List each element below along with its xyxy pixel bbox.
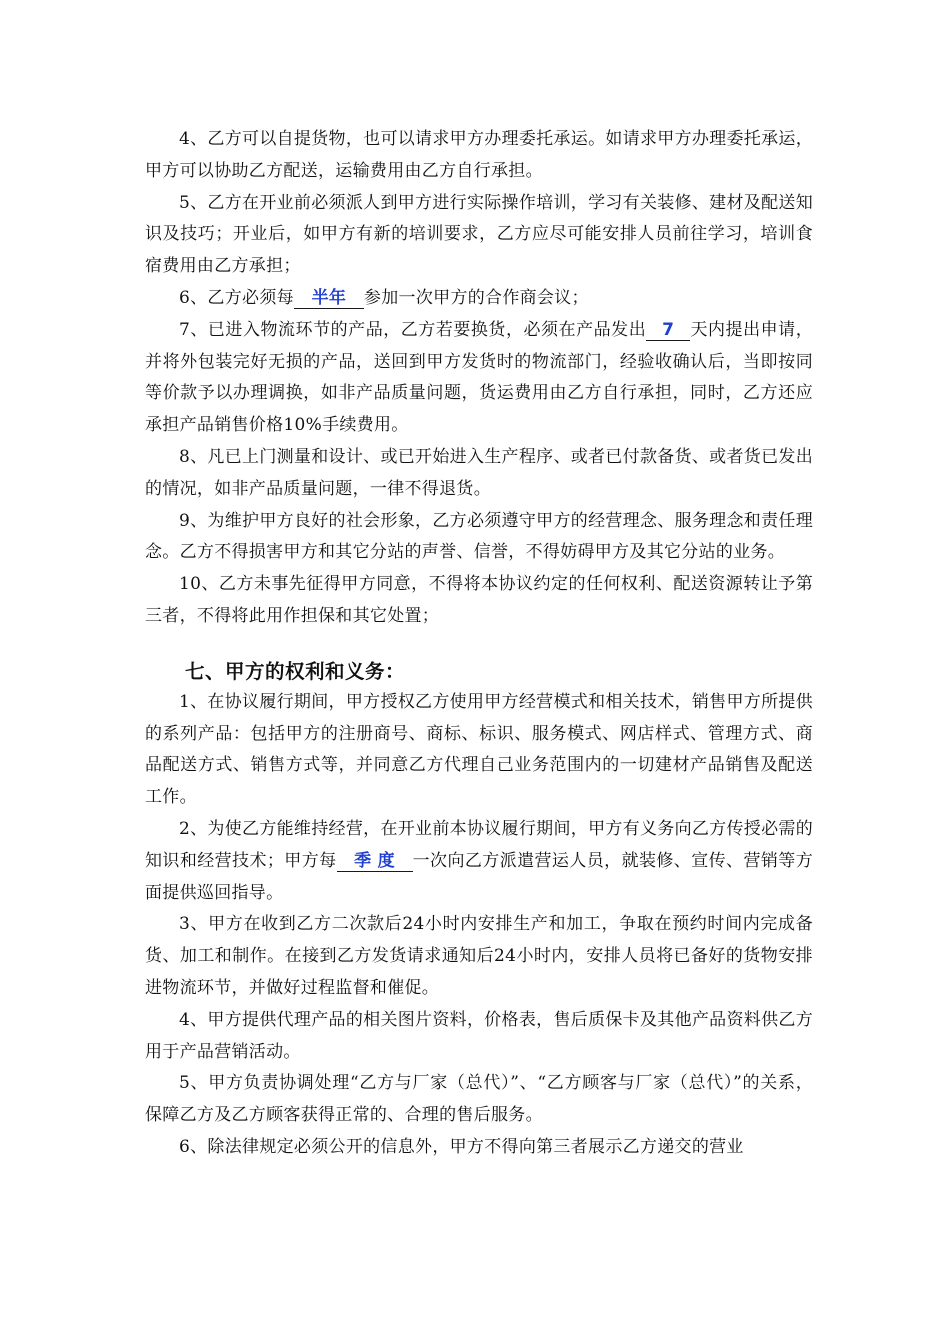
clause-6-9: 9、为维护甲方良好的社会形象，乙方必须遵守甲方的经营理念、服务理念和责任理念。乙方不得损害甲方和其它分站的声誉、信誉，不得妨碍甲方及其它分站的业务。 bbox=[145, 510, 813, 563]
clause-7-5: 5、甲方负责协调处理“乙方与厂家（总代）”、“乙方顾客与厂家（总代）”的关系，保障乙方及乙方顾客获得正常的、合理的售后服务。 bbox=[145, 1073, 813, 1126]
clause-6-7-text-start: 7、已进入物流环节的产品，乙方若要换货，必须在产品发出 bbox=[179, 319, 647, 340]
meeting-frequency-blank: 半年 bbox=[294, 288, 364, 309]
clause-6-7-text-end: 天内提出申请，并将外包装完好无损的产品，送回到甲方发货时的物流部门，经验收确认后，当即按同等价款予以办理调换，如非产品质量问题，货运费用由乙方自行承担，同时，乙方还应承担产品销售价格10%手续费用。 bbox=[145, 319, 813, 436]
clause-6-6 bbox=[145, 283, 813, 315]
clause-6-7 bbox=[145, 315, 813, 442]
clause-7-4: 4、甲方提供代理产品的相关图片资料，价格表，售后质保卡及其他产品资料供乙方用于产品营销活动。 bbox=[145, 1009, 813, 1062]
clause-6-6-text-end: 参加一次甲方的合作商会议； bbox=[363, 287, 589, 308]
clause-6-8: 8、凡已上门测量和设计、或已开始进入生产程序、或者已付款备货、或者货已发出的情况，如非产品质量问题，一律不得退货。 bbox=[145, 446, 813, 499]
clause-7-2-text-start: 2、为使乙方能维持经营，在开业前本协议履行期间，甲方有义务向乙方传授必需的知识和经营技术；甲方每 bbox=[145, 818, 813, 871]
clause-7-2 bbox=[145, 814, 813, 909]
clause-6-4: 4、乙方可以自提货物，也可以请求甲方办理委托承运。如请求甲方办理委托承运，甲方可以协助乙方配送，运输费用由乙方自行承担。 bbox=[145, 129, 813, 181]
clause-7-3: 3、甲方在收到乙方二次款后24小时内安排生产和加工，争取在预约时间内完成备货、加工和制作。在接到乙方发货请求通知后24小时内，安排人员将已备好的货物安排进物流环节，并做好过程监督和催促。 bbox=[145, 914, 813, 998]
clause-7-6: 6、除法律规定必须公开的信息外，甲方不得向第三者展示乙方递交的营业 bbox=[179, 1136, 744, 1157]
clause-6-10: 10、乙方未事先征得甲方同意，不得将本协议约定的任何权利、配送资源转让予第三者，不得将此用作担保和其它处置； bbox=[145, 574, 813, 626]
clause-7-2-text-end: 一次向乙方派遣营运人员，就装修、宣传、营销等方面提供巡回指导。 bbox=[145, 850, 813, 903]
section-gap bbox=[145, 633, 813, 657]
section-7-heading: 七、甲方的权利和义务： bbox=[185, 659, 406, 683]
clause-6-5: 5、乙方在开业前必须派人到甲方进行实际操作培训，学习有关装修、建材及配送知识及技巧；开业后，如甲方有新的培训要求，乙方应尽可能安排人员前往学习，培训食宿费用由乙方承担； bbox=[145, 192, 813, 277]
exchange-days-blank: 7 bbox=[646, 320, 690, 341]
document-body bbox=[145, 124, 813, 1164]
guidance-frequency-blank: 季 度 bbox=[337, 851, 413, 872]
clause-6-6-text-start: 6、乙方必须每 bbox=[179, 287, 294, 308]
clause-7-1: 1、在协议履行期间，甲方授权乙方使用甲方经营模式和相关技术，销售甲方所提供的系列产品：包括甲方的注册商号、商标、标识、服务模式、网店样式、管理方式、商品配送方式、销售方式等，并同意乙方代理自己业务范围内的一切建材产品销售及配送工作。 bbox=[145, 691, 813, 808]
